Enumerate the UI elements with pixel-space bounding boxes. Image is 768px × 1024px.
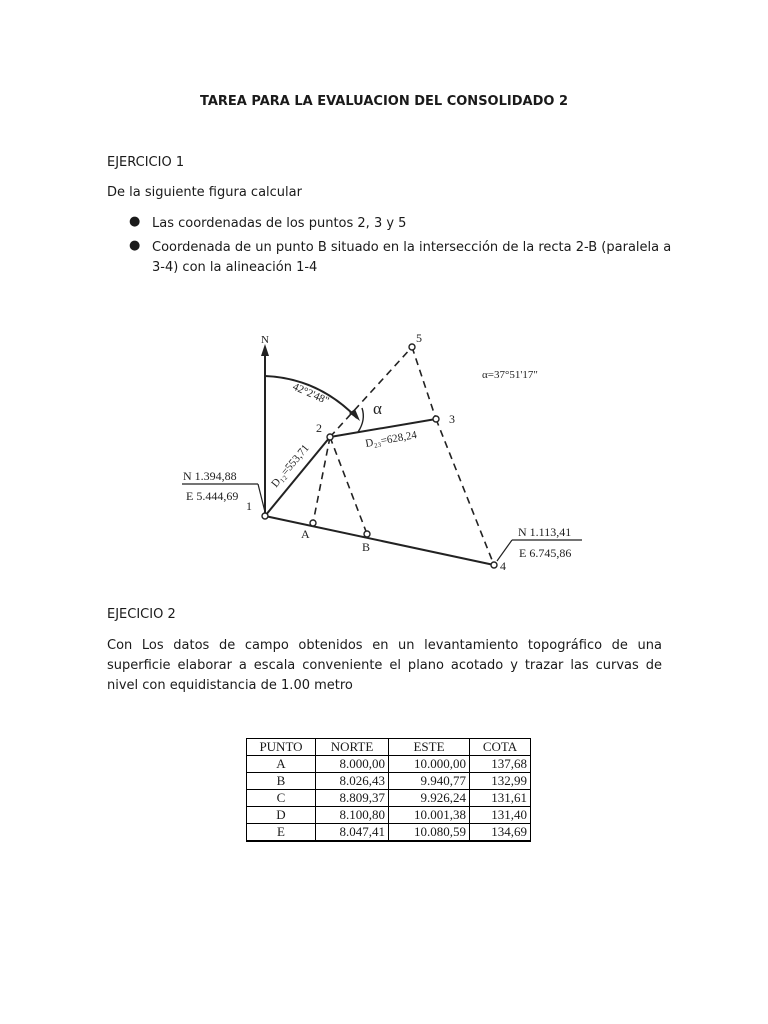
cell-cota: 134,69 [470, 824, 531, 842]
p1-leader-diag [258, 484, 265, 512]
point-4-north-coord: N 1.113,41 [518, 525, 572, 539]
point-3-marker [433, 416, 439, 422]
azimuth-label: 42°2'48" [290, 380, 331, 408]
line-1-4 [265, 516, 494, 565]
north-label: N [261, 334, 269, 346]
cell-norte: 8.100,80 [316, 807, 389, 824]
point-A-label: A [301, 527, 310, 541]
header-cota: COTA [470, 739, 531, 756]
cell-norte: 8.000,00 [316, 756, 389, 773]
table-row [247, 790, 531, 807]
point-4-marker [491, 562, 497, 568]
header-norte: NORTE [316, 739, 389, 756]
cell-cota: 137,68 [470, 756, 531, 773]
table-row [247, 773, 531, 790]
exercise-1-intro: De la siguiente figura calcular [107, 185, 302, 200]
point-1-north-coord: N 1.394,88 [183, 469, 237, 483]
line-3-4 [436, 419, 494, 565]
cell-punto: A [247, 756, 316, 773]
cell-punto: C [247, 790, 316, 807]
point-B-marker [364, 531, 370, 537]
point-4-label: 4 [500, 559, 506, 573]
point-A-marker [310, 520, 316, 526]
bullet-item-1: Las coordenadas de los puntos 2, 3 y 5 [152, 216, 407, 231]
point-5-label: 5 [416, 331, 422, 345]
table-header-row [247, 739, 531, 756]
point-1-east-coord: E 5.444,69 [186, 489, 239, 503]
cell-este: 9.940,77 [389, 773, 470, 790]
cell-cota: 131,61 [470, 790, 531, 807]
header-punto: PUNTO [247, 739, 316, 756]
distance-1-2-label: D₁₂=553,71 [269, 442, 312, 490]
point-1-marker [262, 513, 268, 519]
line-2-B [330, 437, 367, 534]
cell-este: 10.000,00 [389, 756, 470, 773]
cell-este: 9.926,24 [389, 790, 470, 807]
cell-este: 10.080,59 [389, 824, 470, 842]
cell-norte: 8.809,37 [316, 790, 389, 807]
cell-cota: 131,40 [470, 807, 531, 824]
point-4-east-coord: E 6.745,86 [519, 546, 572, 560]
cell-este: 10.001,38 [389, 807, 470, 824]
bullet-icon: ● [129, 238, 141, 253]
point-2-marker [327, 434, 333, 440]
p4-leader-diag [497, 540, 512, 561]
page-title: TAREA PARA LA EVALUACION DEL CONSOLIDADO 2 [199, 94, 568, 109]
line-5-3 [412, 347, 436, 419]
cell-punto: B [247, 773, 316, 790]
cell-norte: 8.047,41 [316, 824, 389, 842]
exercise-2-text: Con Los datos de campo obtenidos en un levantamiento topográfico de una superficie elaborar a escala conveniente el plano acotado y trazar las curvas de nivel con equidistancia de 1.00 metro [107, 638, 662, 693]
line-2-5 [330, 347, 412, 437]
survey-data-table [246, 738, 531, 842]
cell-punto: D [247, 807, 316, 824]
cell-norte: 8.026,43 [316, 773, 389, 790]
exercise-1-heading: EJERCICIO 1 [107, 155, 185, 170]
bullet-icon: ● [129, 214, 141, 229]
point-B-label: B [362, 540, 371, 554]
point-1-label: 1 [246, 499, 252, 513]
distance-2-3-label: D₂₃=628,24 [364, 429, 418, 450]
point-2-label: 2 [316, 421, 322, 435]
cell-cota: 132,99 [470, 773, 531, 790]
alpha-value: α=37°51'17" [482, 369, 538, 381]
point-3-label: 3 [449, 412, 455, 426]
cell-punto: E [247, 824, 316, 842]
header-este: ESTE [389, 739, 470, 756]
alpha-symbol: α [373, 399, 382, 418]
table-row [247, 824, 531, 842]
table-row [247, 756, 531, 773]
exercise-2-heading: EJECICIO 2 [107, 607, 176, 622]
line-2-A [313, 437, 330, 523]
point-5-marker [409, 344, 415, 350]
table-row [247, 807, 531, 824]
bullet-item-2: Coordenada de un punto B situado en la intersección de la recta 2-B (paralela a 3-4) con la alineación 1-4 [152, 240, 672, 275]
